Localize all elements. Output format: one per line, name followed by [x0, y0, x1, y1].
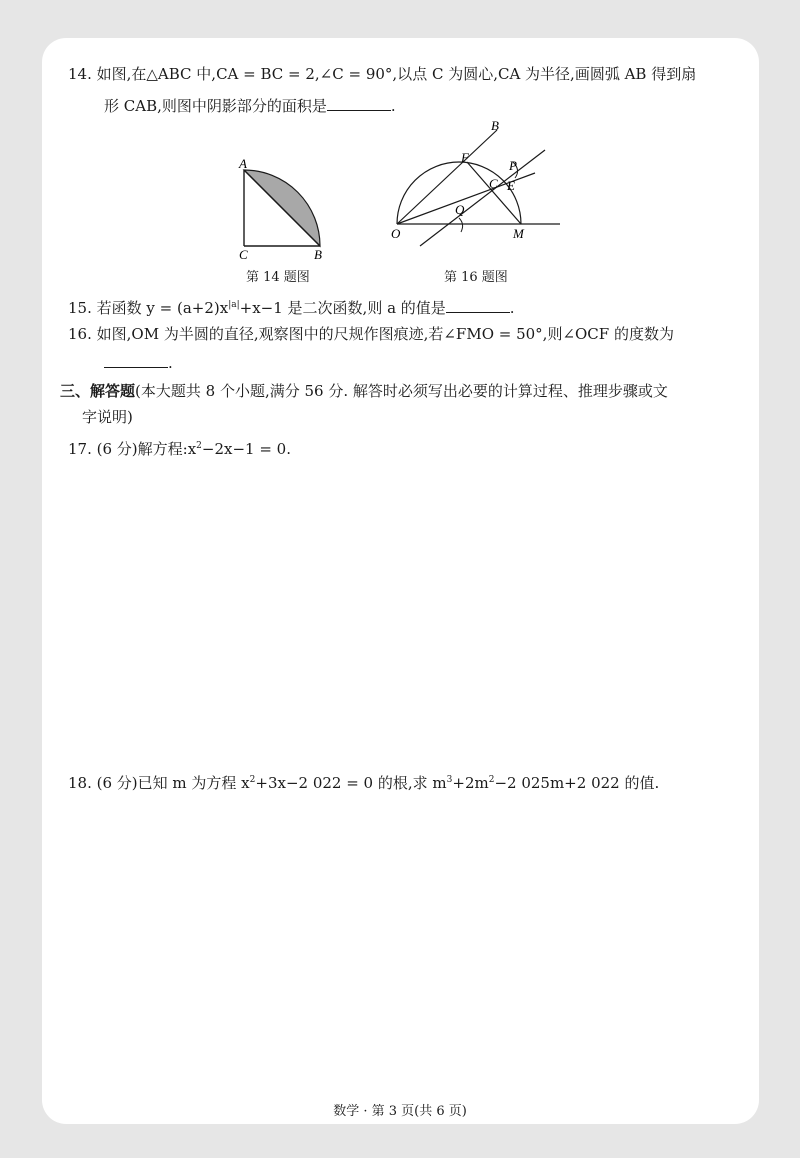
answer-blank-15[interactable] — [446, 298, 510, 313]
question-14-line-1: 14. 如图,在△ABC 中,CA = BC = 2,∠C = 90°,以点 C 为圆心,CA 为半径,画圆弧 AB 得到扇 — [68, 65, 697, 83]
label-P: P — [509, 158, 517, 173]
question-17 — [68, 435, 291, 460]
label-E: E — [507, 178, 515, 193]
question-16-line-2 — [104, 352, 173, 374]
figure-14-diagram — [230, 152, 340, 264]
figure-16-caption: 第 16 题图 — [444, 270, 508, 285]
question-15-text: 15. 若函数 y = (a+2)x — [68, 299, 229, 317]
page-footer: 数学 · 第 3 页(共 6 页) — [333, 1104, 467, 1119]
section-3-instructions-line-2: 字说明) — [82, 408, 133, 426]
figure-14-caption: 第 14 题图 — [246, 270, 310, 285]
question-15-text-mid: +x−1 是二次函数,则 a 的值是 — [239, 299, 446, 317]
answer-blank-16[interactable] — [104, 353, 168, 368]
label-C: C — [489, 176, 498, 191]
label-A: A — [239, 156, 247, 171]
question-18-text-1: 18. (6 分)已知 m 为方程 x — [68, 774, 250, 792]
question-18-exp-1: 2 — [249, 775, 256, 785]
ray-OB — [397, 130, 497, 224]
question-18-exp-3: 2 — [488, 775, 495, 785]
question-18-text-3: +2m — [452, 774, 489, 792]
question-17-text: 17. (6 分)解方程:x — [68, 440, 197, 458]
label-Q: Q — [455, 202, 465, 217]
section-3-title: 三、解答题 — [60, 382, 136, 400]
label-M: M — [513, 226, 524, 241]
arc-mark-Q — [459, 218, 463, 232]
question-18-exp-2: 3 — [446, 775, 453, 785]
question-18 — [68, 769, 659, 794]
question-14-line-2 — [104, 95, 396, 117]
section-3-heading — [60, 380, 668, 402]
answer-area-18[interactable] — [68, 805, 728, 1075]
question-14-period: . — [390, 97, 396, 115]
question-16-line-1: 16. 如图,OM 为半圆的直径,观察图中的尺规作图痕迹,若∠FMO = 50°,则∠OCF 的度数为 — [68, 325, 674, 343]
label-F: F — [461, 150, 469, 165]
question-15-period: . — [509, 299, 515, 317]
label-O: O — [391, 226, 401, 241]
label-B: B — [491, 118, 499, 133]
question-18-text-4: −2 025m+2 022 的值. — [494, 774, 660, 792]
question-15-exponent: |a| — [228, 300, 240, 310]
question-16-period: . — [168, 354, 173, 372]
question-18-text-2: +3x−2 022 = 0 的根,求 m — [255, 774, 447, 792]
figure-16-diagram — [385, 118, 565, 248]
label-B: B — [314, 247, 322, 262]
answer-blank-14[interactable] — [327, 96, 391, 111]
section-3-instructions: (本大题共 8 个小题,满分 56 分. 解答时必须写出必要的计算过程、推理步骤或文 — [135, 382, 668, 400]
question-15 — [68, 294, 515, 319]
question-17-exponent: 2 — [196, 441, 202, 451]
bisector-line — [420, 150, 545, 246]
answer-area-17[interactable] — [68, 470, 728, 750]
label-C: C — [239, 247, 248, 262]
question-17-text-end: −2x−1 = 0. — [201, 440, 291, 458]
question-14-text: 形 CAB,则图中阴影部分的面积是 — [104, 97, 327, 115]
